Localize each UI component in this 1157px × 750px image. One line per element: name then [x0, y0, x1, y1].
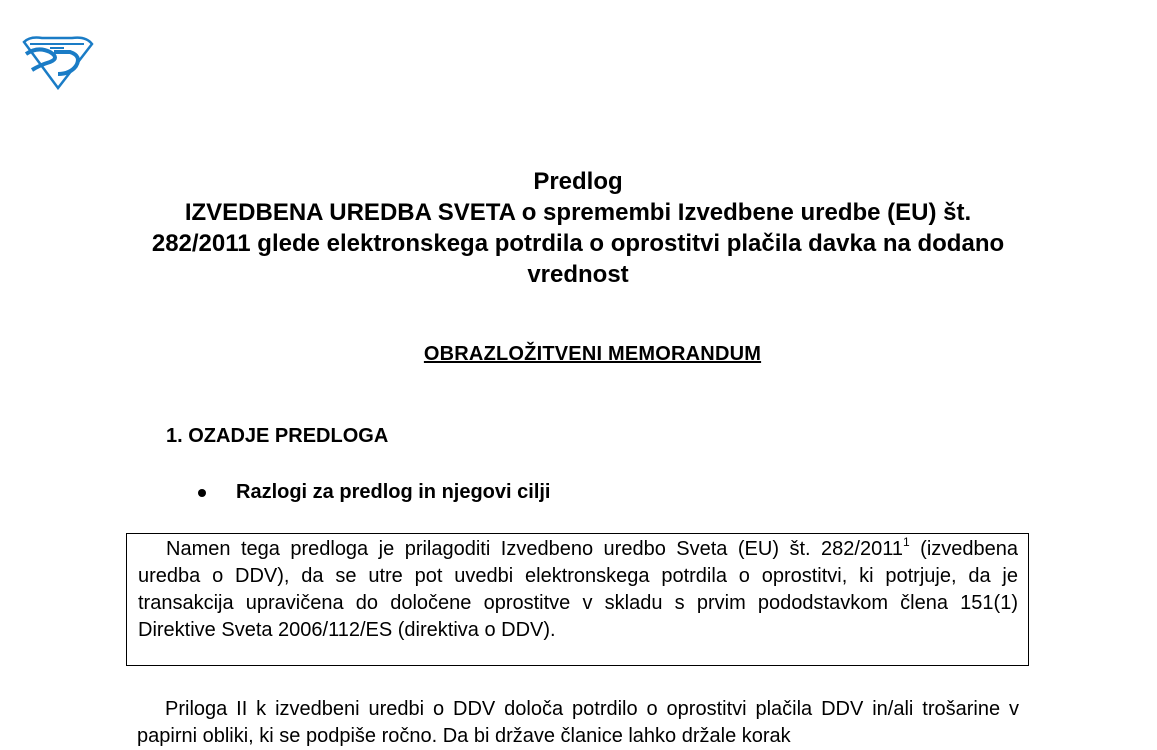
bullet-label: Razlogi za predlog in njegovi cilji — [236, 481, 551, 503]
sd-shield-logo-icon — [20, 32, 94, 90]
title-proposal-label: Predlog — [533, 168, 623, 195]
boxed-text-start: Namen tega predloga je prilagoditi Izvedbeno uredbo Sveta (EU) št. 282/2011 — [166, 538, 903, 560]
bullet-dot-icon — [198, 489, 206, 497]
title-act-type: IZVEDBENA UREDBA SVETA — [184, 199, 516, 226]
boxed-paragraph-text — [138, 536, 1018, 644]
boxed-paragraph — [126, 533, 1029, 666]
section-heading: 1. OZADJE PREDLOGA — [166, 425, 389, 447]
title-subject: o spremembi Izvedbene uredbe (EU) št. 282/2011 glede elektronskega potrdila o oprostitvi plačila davka na dodano vrednost — [151, 199, 1005, 288]
body-paragraph: Priloga II k izvedbeni uredbi o DDV določa potrdilo o oprostitvi plačila DDV in/ali trošarine v papirni obliki, ki se podpiše ročno. Da bi države članice lahko držale korak — [137, 698, 1019, 747]
bullet-item — [198, 481, 550, 504]
memorandum-heading: OBRAZLOŽITVENI MEMORANDUM — [423, 343, 762, 365]
document-title — [140, 166, 1016, 290]
boxed-text-end: (izvedbena uredba o DDV), da se utre pot uvedbi elektronskega potrdila o oprostitvi, ki potrjuje, da je transakcija upravičena do določene oprostitve v skladu s prvim pododstavkom člena 151(1) Direktive Sveta 2006/112/ES (direktiva o DDV). — [138, 538, 1019, 641]
footnote-reference[interactable]: 1 — [903, 535, 910, 549]
